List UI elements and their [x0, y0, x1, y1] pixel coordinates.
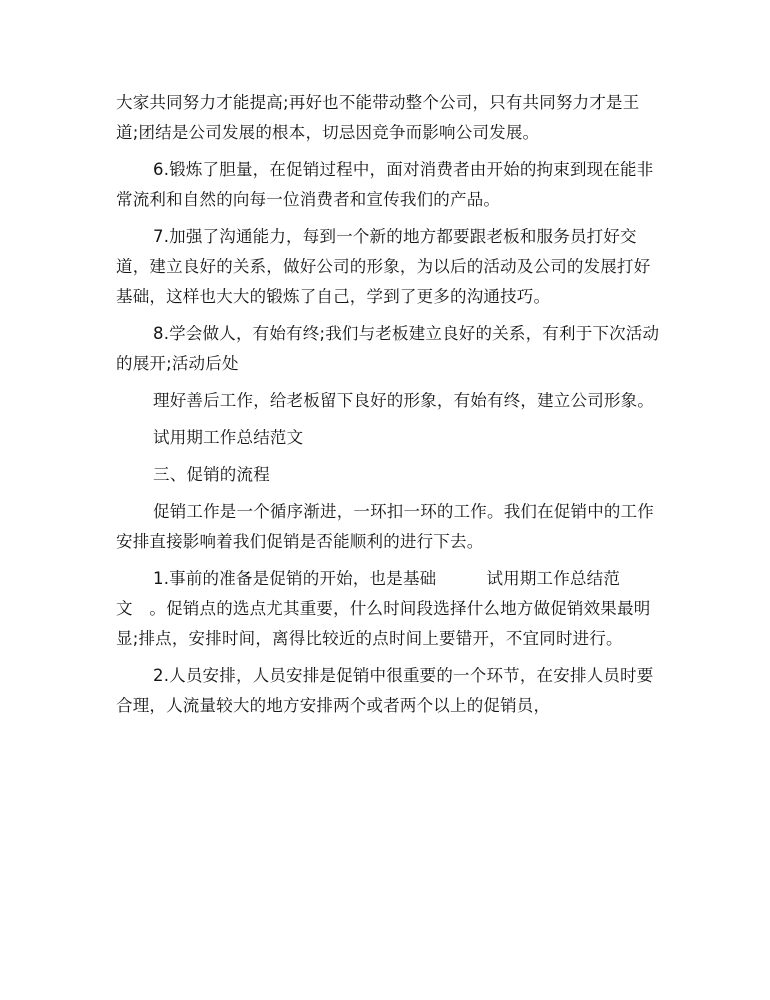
paragraph-subtitle: 试用期工作总结范文 [153, 428, 304, 447]
paragraph-step-2: 2.人员安排，人员安排是促销中很重要的一个环节，在安排人员时要合理，人流量较大的地方安排两个或者两个以上的促销员， [116, 666, 654, 715]
paragraph-point-7: 7.加强了沟通能力，每到一个新的地方都要跟老板和服务员打好交道，建立良好的关系，做好公司的形象，为以后的活动及公司的发展打好基础，这样也大大的锻炼了自己，学到了更多的沟通技巧。 [116, 227, 651, 306]
paragraph-step-1: 1.事前的准备是促销的开始，也是基础 试用期工作总结范文 。促销点的选点尤其重要，什么时间段选择什么地方做促销效果最明显;排点，安排时间，离得比较近的点时间上要错开，不宜同时进行。 [116, 569, 651, 648]
paragraph-promotion-intro: 促销工作是一个循序渐进，一环扣一环的工作。我们在促销中的工作安排直接影响着我们促销是否能顺利的进行下去。 [116, 502, 654, 551]
document-body [116, 88, 661, 728]
paragraph-point-8: 8.学会做人，有始有终;我们与老板建立良好的关系，有利于下次活动的展开;活动后处 [116, 324, 660, 373]
paragraph-point-6: 6.锻炼了胆量，在促销过程中，面对消费者由开始的拘束到现在能非常流利和自然的向每一位消费者和宣传我们的产品。 [116, 160, 654, 209]
paragraph-teamwork: 大家共同努力才能提高;再好也不能带动整个公司，只有共同努力才是王道;团结是公司发展的根本，切忌因竞争而影响公司发展。 [116, 93, 640, 142]
paragraph-point-8-continued: 理好善后工作，给老板留下良好的形象，有始有终，建立公司形象。 [153, 391, 654, 410]
section-heading-3: 三、促销的流程 [153, 465, 270, 484]
